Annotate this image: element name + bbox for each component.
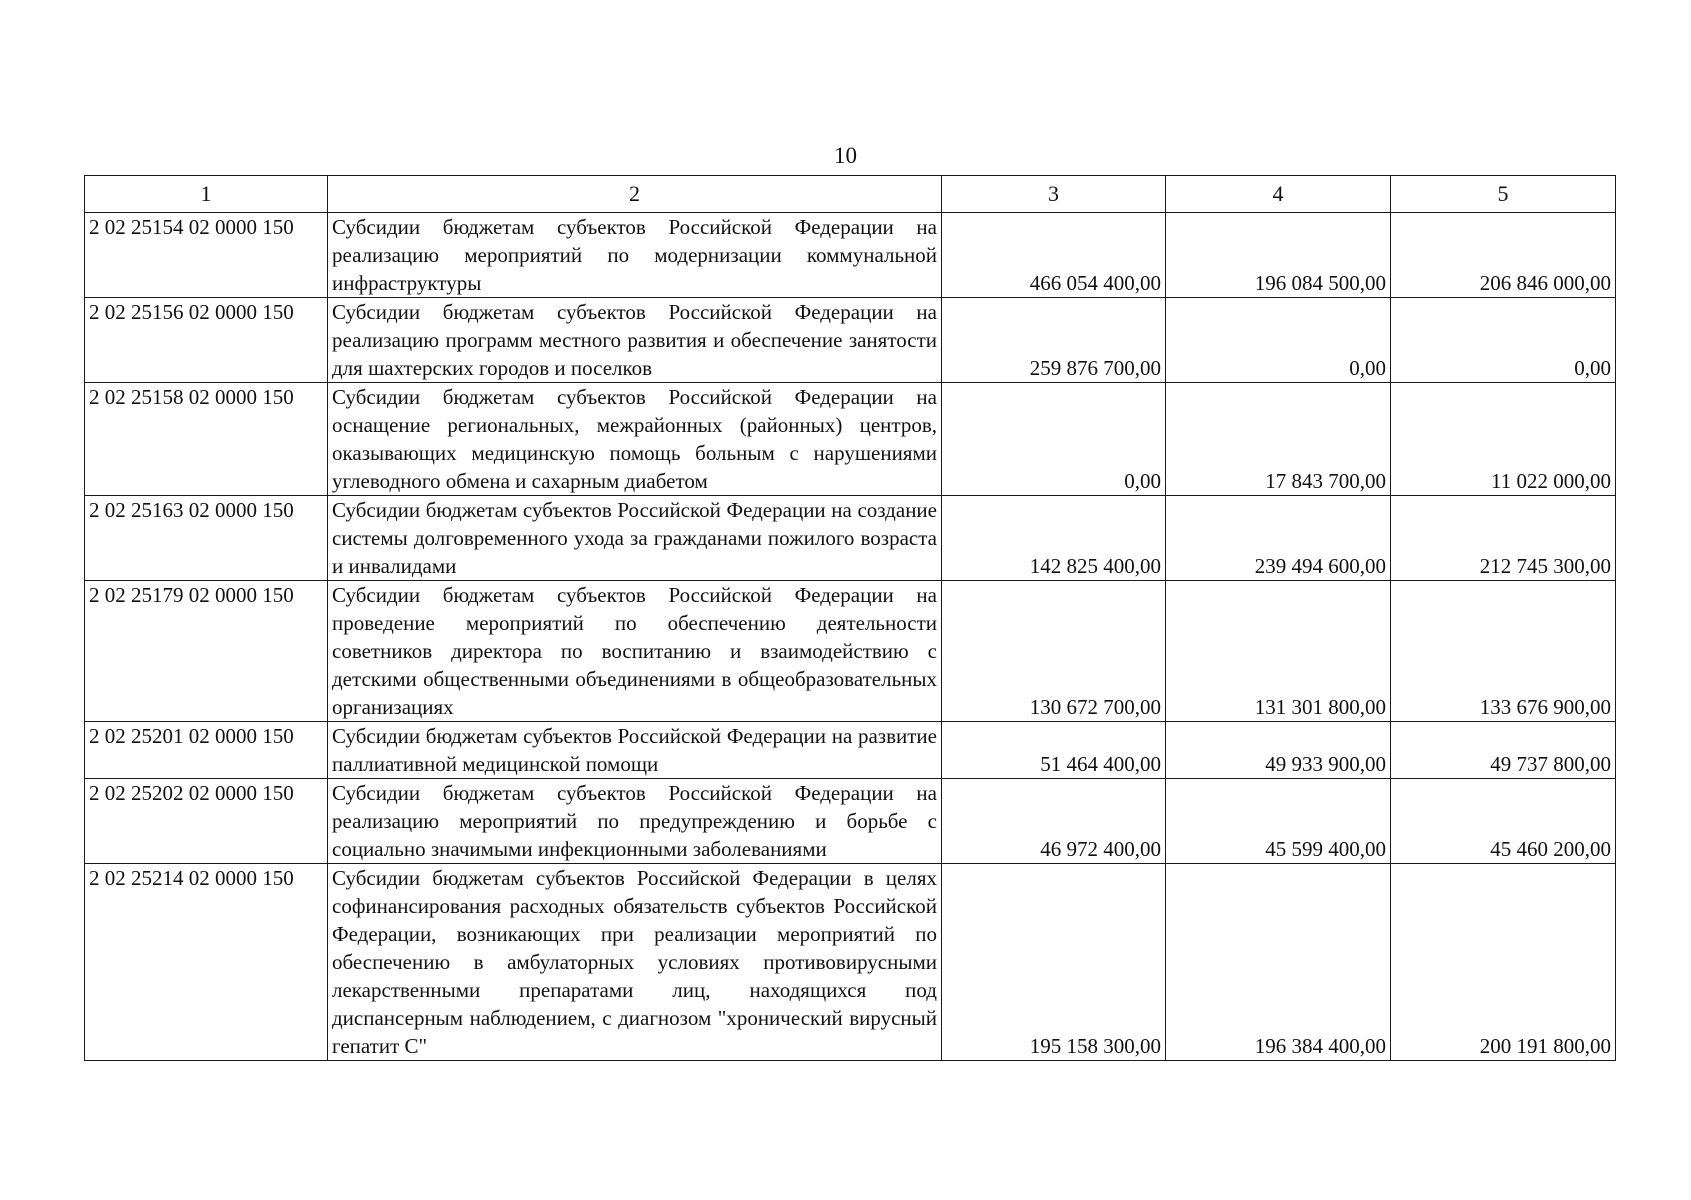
budget-table [84,175,1616,1061]
row-value-col3: 0,00 [942,383,1166,496]
table-row [85,864,1616,1061]
header-col-3: 3 [942,176,1166,213]
row-value-col4: 49 933 900,00 [1166,722,1391,779]
row-code: 2 02 25201 02 0000 150 [85,722,328,779]
row-value-col5: 200 191 800,00 [1391,864,1616,1061]
table-row [85,581,1616,722]
row-code: 2 02 25154 02 0000 150 [85,213,328,298]
row-description: Субсидии бюджетам субъектов Российской Федерации на оснащение региональных, межрайонных (районных) центров, оказывающих медицинскую помощь больным с нарушениями углеводного обмена и сахарным диабетом [328,383,942,496]
table-row [85,213,1616,298]
row-code: 2 02 25163 02 0000 150 [85,496,328,581]
row-description: Субсидии бюджетам субъектов Российской Федерации на развитие паллиативной медицинской помощи [328,722,942,779]
row-value-col4: 196 384 400,00 [1166,864,1391,1061]
row-description: Субсидии бюджетам субъектов Российской Федерации на проведение мероприятий по обеспечению деятельности советников директора по воспитанию и взаимодействию с детскими общественными объединениями в общеобразовательных организациях [328,581,942,722]
row-value-col5: 45 460 200,00 [1391,779,1616,864]
row-value-col5: 49 737 800,00 [1391,722,1616,779]
table-header [85,176,1616,213]
row-value-col5: 212 745 300,00 [1391,496,1616,581]
header-col-1: 1 [85,176,328,213]
row-code: 2 02 25179 02 0000 150 [85,581,328,722]
row-value-col5: 0,00 [1391,298,1616,383]
row-value-col4: 131 301 800,00 [1166,581,1391,722]
row-description: Субсидии бюджетам субъектов Российской Федерации на реализацию мероприятий по предупреждению и борьбе с социально значимыми инфекционными заболеваниями [328,779,942,864]
row-value-col5: 133 676 900,00 [1391,581,1616,722]
row-value-col3: 466 054 400,00 [942,213,1166,298]
row-value-col5: 206 846 000,00 [1391,213,1616,298]
table-row [85,496,1616,581]
row-description: Субсидии бюджетам субъектов Российской Федерации в целях софинансирования расходных обязательств субъектов Российской Федерации, возникающих при реализации мероприятий по обеспечению в амбулаторных условиях противовирусными лекарственными препаратами лиц, находящихся под диспансерным наблюдением, с диагнозом "хронический вирусный гепатит С" [328,864,942,1061]
row-code: 2 02 25202 02 0000 150 [85,779,328,864]
row-value-col4: 239 494 600,00 [1166,496,1391,581]
header-col-5: 5 [1391,176,1616,213]
row-value-col3: 130 672 700,00 [942,581,1166,722]
row-value-col5: 11 022 000,00 [1391,383,1616,496]
row-value-col3: 46 972 400,00 [942,779,1166,864]
header-col-4: 4 [1166,176,1391,213]
row-description: Субсидии бюджетам субъектов Российской Федерации на создание системы долговременного ухода за гражданами пожилого возраста и инвалидами [328,496,942,581]
page-number: 10 [834,143,857,168]
row-value-col3: 51 464 400,00 [942,722,1166,779]
row-value-col4: 0,00 [1166,298,1391,383]
row-value-col4: 17 843 700,00 [1166,383,1391,496]
table-body [85,213,1616,1061]
row-value-col3: 195 158 300,00 [942,864,1166,1061]
header-row [85,176,1616,213]
row-value-col3: 259 876 700,00 [942,298,1166,383]
table-row [85,779,1616,864]
table-row [85,383,1616,496]
table-row [85,298,1616,383]
row-value-col4: 196 084 500,00 [1166,213,1391,298]
table-row [85,722,1616,779]
row-description: Субсидии бюджетам субъектов Российской Федерации на реализацию программ местного развития и обеспечение занятости для шахтерских городов и поселков [328,298,942,383]
row-value-col4: 45 599 400,00 [1166,779,1391,864]
row-code: 2 02 25158 02 0000 150 [85,383,328,496]
row-value-col3: 142 825 400,00 [942,496,1166,581]
header-col-2: 2 [328,176,942,213]
row-code: 2 02 25214 02 0000 150 [85,864,328,1061]
row-description: Субсидии бюджетам субъектов Российской Федерации на реализацию мероприятий по модернизации коммунальной инфраструктуры [328,213,942,298]
row-code: 2 02 25156 02 0000 150 [85,298,328,383]
